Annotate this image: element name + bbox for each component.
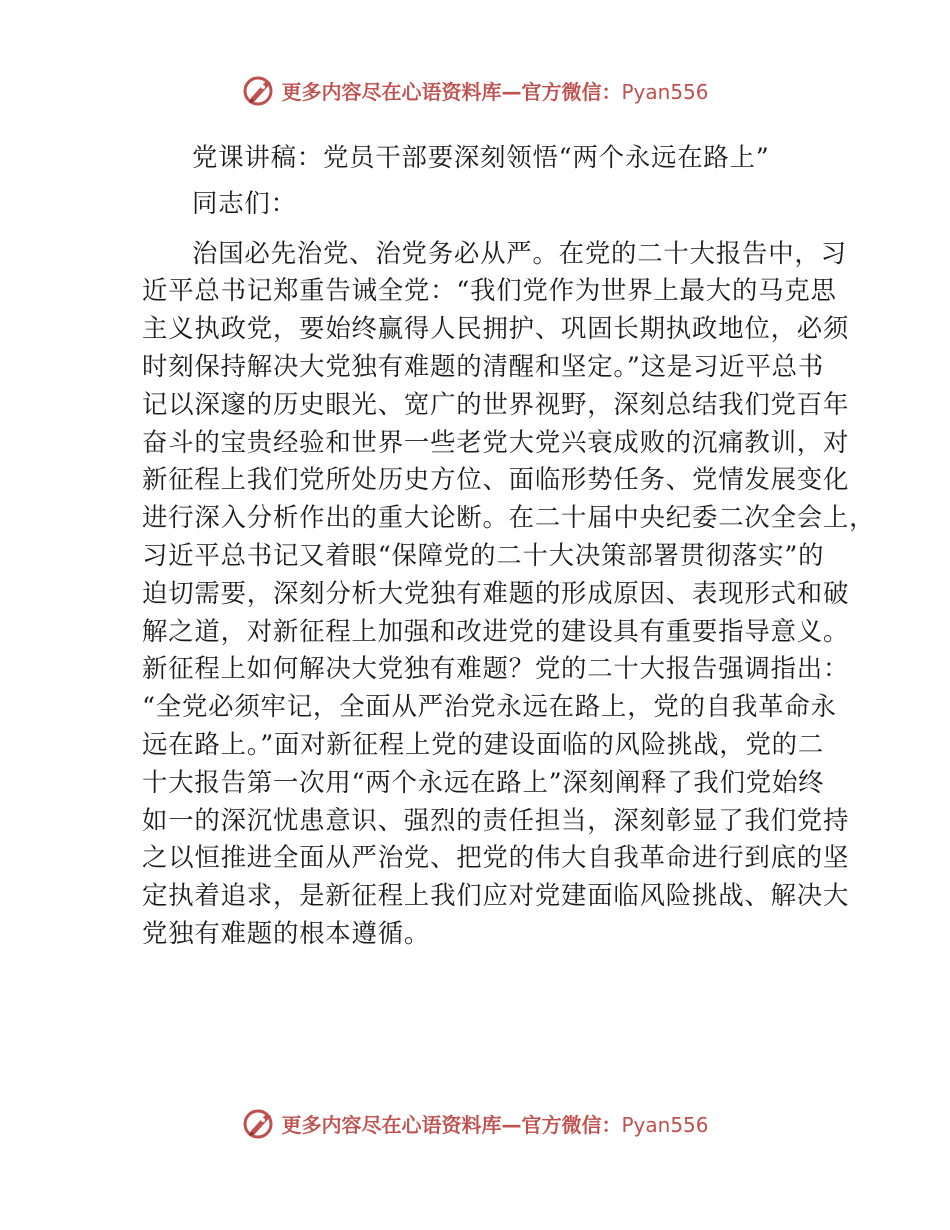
- wechat-id: Pyan556: [621, 79, 709, 104]
- paragraph-line: 记以深邃的历史眼光、宽广的世界视野，深刻总结我们党百年: [142, 388, 850, 419]
- paragraph-line: 主义执政党，要始终赢得人民拥护、巩固长期执政地位，必须: [142, 313, 850, 344]
- paragraph-line: 时刻保持解决大党独有难题的清醒和坚定。”这是习近平总书: [142, 350, 825, 381]
- paragraph-line: 解之道，对新征程上加强和改进党的建设具有重要指导意义。: [142, 615, 850, 646]
- document-title: 党课讲稿：党员干部要深刻领悟“两个永远在路上”: [192, 142, 770, 172]
- paragraph-line: 近平总书记郑重告诫全党：“我们党作为世界上最大的马克思: [142, 275, 837, 306]
- paragraph-line: 习近平总书记又着眼“保障党的二十大决策部署贯彻落实”的: [142, 539, 825, 570]
- paragraph-line: 十大报告第一次用“两个永远在路上”深刻阐释了我们党始终: [142, 766, 825, 797]
- wechat-id: Pyan556: [621, 1112, 709, 1137]
- greeting: 同志们：: [192, 187, 297, 218]
- document-body: [142, 139, 876, 953]
- paragraph-line: 之以恒推进全面从严治党、把党的伟大自我革命进行到底的坚: [142, 842, 850, 873]
- banner-label: 更多内容尽在心语资料库—官方微信：: [281, 1112, 622, 1137]
- paragraph-line: 党独有难题的根本遵循。: [142, 917, 431, 948]
- paragraph-line: 奋斗的宝贵经验和世界一些老党大党兴衰成败的沉痛教训，对: [142, 426, 850, 457]
- body-paragraph: [142, 235, 876, 953]
- paragraph-line: 定执着追求，是新征程上我们应对党建面临风险挑战、解决大: [142, 880, 850, 911]
- paragraph-line: “全党必须牢记，全面从严治党永远在路上，党的自我革命永: [142, 691, 837, 722]
- pen-logo-icon: [241, 72, 277, 108]
- footer-banner: [0, 1103, 950, 1143]
- paragraph-line: 进行深入分析作出的重大论断。在二十届中央纪委二次全会上，: [142, 502, 876, 533]
- paragraph-line: 新征程上我们党所处历史方位、面临形势任务、党情发展变化: [142, 464, 850, 495]
- banner-text: [281, 76, 708, 105]
- banner-text: [281, 1109, 708, 1138]
- paragraph-line: 远在路上。”面对新征程上党的建设面临的风险挑战，党的二: [142, 728, 825, 759]
- banner-label: 更多内容尽在心语资料库—官方微信：: [281, 79, 622, 104]
- paragraph-line: 如一的深沉忧患意识、强烈的责任担当，深刻彰显了我们党持: [142, 804, 850, 835]
- paragraph-line: 治国必先治党、治党务必从严。在党的二十大报告中，习: [192, 237, 847, 268]
- paragraph-line: 迫切需要，深刻分析大党独有难题的形成原因、表现形式和破: [142, 577, 850, 608]
- header-banner: [0, 70, 950, 110]
- paragraph-line: 新征程上如何解决大党独有难题？党的二十大报告强调指出：: [142, 653, 850, 684]
- pen-logo-icon: [241, 1105, 277, 1141]
